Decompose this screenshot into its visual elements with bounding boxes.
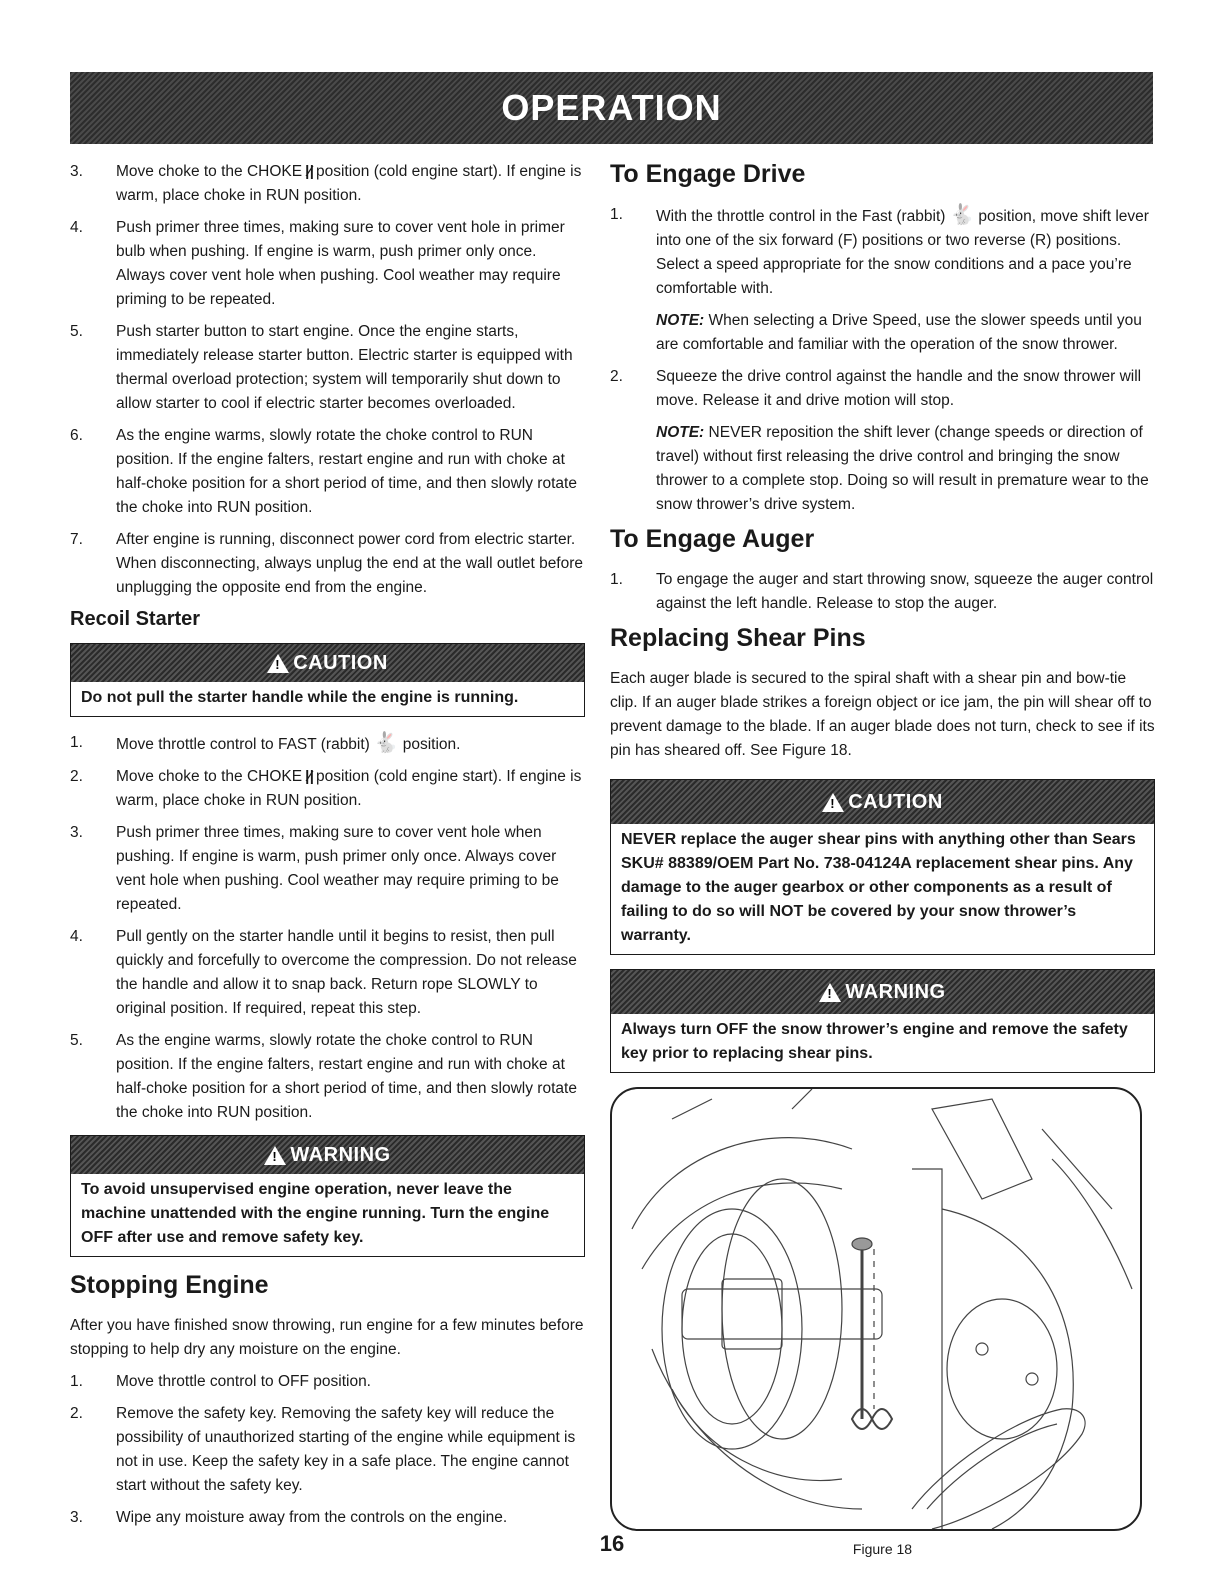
stopping-steps — [70, 1370, 585, 1530]
note: NOTE: When selecting a Drive Speed, use the slower speeds until you are comfortable and familiar with the operation of the snow thrower. — [656, 312, 1142, 353]
list-item: 1. With the throttle control in the Fast (rabbit) 🐇 position, move shift lever into one of the six forward (F) positions or two reverse (R) positions. Select a speed appropriate for the snow conditions and a pace you’re comfortable with. — [610, 204, 1149, 297]
section-banner — [70, 72, 1153, 144]
auger-steps — [610, 568, 1155, 616]
list-item: 1. Move throttle control to OFF position. — [70, 1373, 371, 1390]
left-column — [70, 160, 585, 1538]
warning-triangle-icon — [267, 654, 289, 673]
rabbit-icon: 🐇 — [373, 732, 399, 754]
figure-caption: Figure 18 — [852, 1541, 913, 1557]
figure-18-illustration — [610, 1087, 1142, 1531]
shear-pins-heading: Replacing Shear Pins — [610, 624, 866, 652]
choke-icon: |⁄| — [305, 768, 313, 785]
list-item: 2. Squeeze the drive control against the handle and the snow thrower will move. Release it and drive motion will stop. — [610, 368, 1142, 409]
warning-box: ! WARNING To avoid unsupervised engine operation, never leave the machine unattended with the engine running. Turn the engine OFF after use and remove safety key. — [70, 1135, 585, 1257]
list-item: 3. Push primer three times, making sure to cover vent hole when pushing. If engine is warm, push primer only once. Always cover vent hole when pushing. Cool weather may require priming to be repeated. — [70, 824, 559, 913]
stopping-engine-heading: Stopping Engine — [70, 1271, 269, 1299]
rabbit-icon: 🐇 — [949, 204, 975, 226]
choke-icon: |⁄| — [305, 163, 313, 180]
list-item: 2. Move choke to the CHOKE |⁄| position (cold engine start). If engine is warm, place choke in RUN position. — [70, 765, 585, 813]
drive-steps — [610, 203, 1155, 301]
list-item: 5. As the engine warms, slowly rotate the choke control to RUN position. If the engine falters, restart engine and run with choke at half-choke position for a short period of time, and then slowly rotate the choke into RUN position. — [70, 1032, 577, 1121]
stopping-intro: After you have finished snow throwing, run engine for a few minutes before stopping to help dry any moisture on the engine. — [70, 1317, 584, 1358]
warning-triangle-icon — [822, 793, 844, 812]
list-item: 2. Remove the safety key. Removing the safety key will reduce the possibility of unauthorized starting of the engine while equipment is not in use. Keep the safety key in a safe place. The engine cannot start without the safety key. — [70, 1405, 576, 1494]
recoil-starter-heading: Recoil Starter — [70, 608, 201, 630]
page-number: 16 — [599, 1531, 625, 1556]
caution-box: ! CAUTION Do not pull the starter handle while the engine is running. — [70, 643, 585, 717]
list-item: 6. As the engine warms, slowly rotate the choke control to RUN position. If the engine falters, restart engine and run with choke at half-choke position for a short period of time, and then slowly rotate the choke into RUN position. — [70, 427, 577, 516]
recoil-steps — [70, 731, 585, 1125]
start-steps — [70, 160, 585, 600]
caution-box: ! CAUTION NEVER replace the auger shear pins with anything other than Sears SKU# 88389/OEM Part No. 738-04124A replacement shear pins. Any damage to the auger gearbox or other components as a result of failing to do so will NOT be covered by your snow thrower’s warranty. — [610, 779, 1155, 955]
warning-box: ! WARNING Always turn OFF the snow thrower’s engine and remove the safety key prior to replacing shear pins. — [610, 969, 1155, 1073]
list-item: 7. After engine is running, disconnect power cord from electric starter. When disconnecting, always unplug the end at the wall outlet before unplugging the opposite end from the engine. — [70, 531, 584, 596]
right-column — [610, 160, 1155, 1557]
shear-intro: Each auger blade is secured to the spiral shaft with a shear pin and bow-tie clip. If an auger blade strikes a foreign object or ice jam, the pin will shear off to prevent damage to the blade. If an auger blade does not turn, check to see if its pin has sheared off. See Figure 18. — [610, 670, 1155, 759]
list-item: 1. Move throttle control to FAST (rabbit) 🐇 position. — [70, 732, 461, 754]
list-item: 4. Pull gently on the starter handle until it begins to resist, then pull quickly and forcefully to overcome the compression. Do not release the handle and allow it to snap back. Return rope SLOWLY to original position. If required, repeat this step. — [70, 928, 577, 1017]
engage-drive-heading: To Engage Drive — [610, 160, 806, 188]
note: NOTE: NEVER reposition the shift lever (change speeds or direction of travel) without first releasing the drive control and bringing the snow thrower to a complete stop. Doing so will result in premature wear to the snow thrower’s drive system. — [656, 424, 1149, 513]
warning-triangle-icon — [819, 983, 841, 1002]
list-item: 4. Push primer three times, making sure to cover vent hole in primer bulb when pushing. If engine is warm, push primer only once. Always cover vent hole when pushing. Cool weather may require priming to be repeated. — [70, 219, 565, 308]
auger-shear-pin-drawing — [612, 1089, 1140, 1529]
list-item: 5. Push starter button to start engine. Once the engine starts, immediately release starter button. Electric starter is equipped with thermal overload protection; system will temporarily shut down to allow starter to cool if electric starter becomes overloaded. — [70, 323, 573, 412]
drive-steps-2 — [610, 365, 1155, 413]
warning-triangle-icon — [264, 1146, 286, 1165]
engage-auger-heading: To Engage Auger — [610, 525, 815, 553]
list-item: 3. Move choke to the CHOKE |⁄| position (cold engine start). If engine is warm, place choke in RUN position. — [70, 160, 585, 208]
list-item: 1. To engage the auger and start throwing snow, squeeze the auger control against the left handle. Release to stop the auger. — [610, 571, 1154, 612]
list-item: 3. Wipe any moisture away from the controls on the engine. — [70, 1509, 508, 1526]
section-title: OPERATION — [501, 87, 722, 128]
